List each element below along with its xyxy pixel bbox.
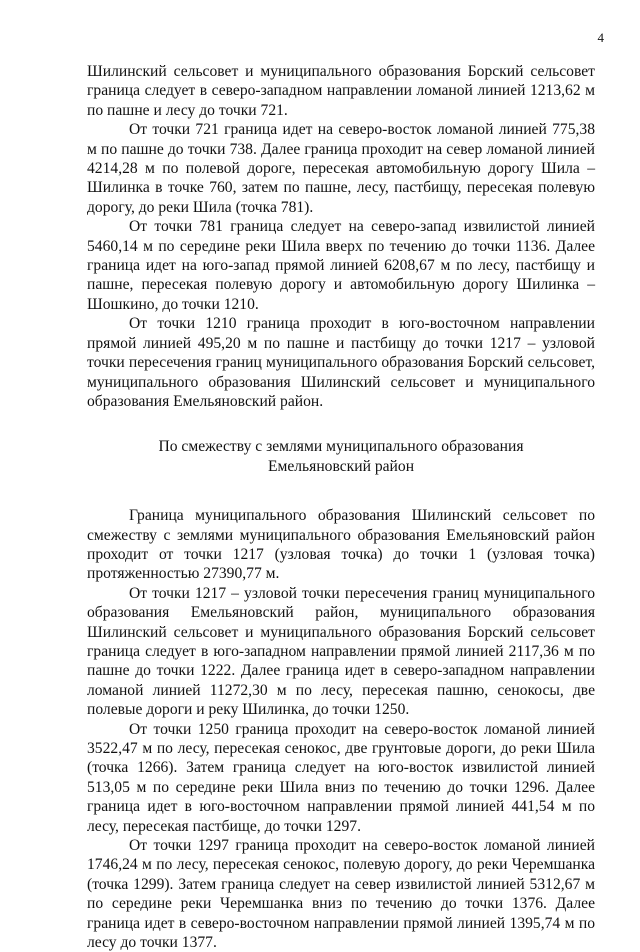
paragraph: От точки 1297 граница проходит на северо-восток ломаной линией 1746,24 м по лесу, пересекая сенокос, полевую дорогу, до реки Черемшанка (точка 1299). Затем граница следует на север извилистой линией 5312,67 м по середине реки Черемшанка вниз по течению до точки 1376. Далее граница идет в северо-восточном направлении прямой линией 1395,74 м по лесу до точки 1377. (87, 837, 595, 952)
document-body (87, 62, 595, 952)
paragraph: От точки 1210 граница проходит в юго-восточном направлении прямой линией 495,20 м по пашне и пастбищу до точки 1217 – узловой точки пересечения границ муниципального образования Борский сельсовет, муниципального образования Шилинский сельсовет и муниципального образования Емельяновский район. (87, 315, 595, 410)
page-number: 4 (597, 30, 604, 45)
section-heading (87, 437, 595, 476)
section-heading-line: По смежеству с землями муниципального образования (158, 438, 524, 456)
paragraph: Граница муниципального образования Шилинский сельсовет по смежеству с землями муниципального образования Емельяновский район проходит от точки 1217 (узловая точка) до точки 1 (узловая точка) протяженностью 27390,77 м. (87, 507, 595, 583)
paragraph: От точки 1250 граница проходит на северо-восток ломаной линией 3522,47 м по лесу, пересекая сенокос, две грунтовые дороги, до реки Шила (точка 1266). Затем граница следует на юго-восток извилистой линией 513,05 м по середине реки Шила вниз по течению до точки 1296. Далее граница идет в юго-восточном направлении прямой линией 441,54 м по лесу, пересекая пастбище, до точки 1297. (87, 720, 595, 835)
paragraph: От точки 781 граница следует на северо-запад извилистой линией 5460,14 м по середине реки Шила вверх по течению до точки 1136. Далее граница идет на юго-запад прямой линией 6208,67 м по лесу, пастбищу и пашне, пересекая полевую дорогу и автомобильную дорогу Шилинка – Шошкино, до точки 1210. (87, 218, 595, 313)
section-heading-line: Емельяновский район (267, 457, 415, 475)
paragraph: От точки 721 граница идет на северо-восток ломаной линией 775,38 м по пашне до точки 738. Далее граница проходит на север ломаной линией 4214,28 м по полевой дороге, пересекая автомобильную дорогу Шила – Шилинка в точке 760, затем по пашне, лесу, пастбищу, пересекая полевую дорогу, до реки Шила (точка 781). (87, 121, 595, 216)
paragraph: От точки 1217 – узловой точки пересечения границ муниципального образования Емельяновский район, муниципального образования Шилинский сельсовет и муниципального образования Борский сельсовет граница следует в юго-западном направлении прямой линией 2117,36 м по пашне до точки 1222. Далее граница идет в северо-западном направлении ломаной линией 11272,30 м по лесу, пересекая пашню, сенокосы, две полевые дороги и реку Шилинка, до точки 1250. (87, 584, 595, 719)
paragraph: Шилинский сельсовет и муниципального образования Борский сельсовет граница следует в северо-западном направлении ломаной линией 1213,62 м по пашне и лесу до точки 721. (87, 63, 595, 119)
